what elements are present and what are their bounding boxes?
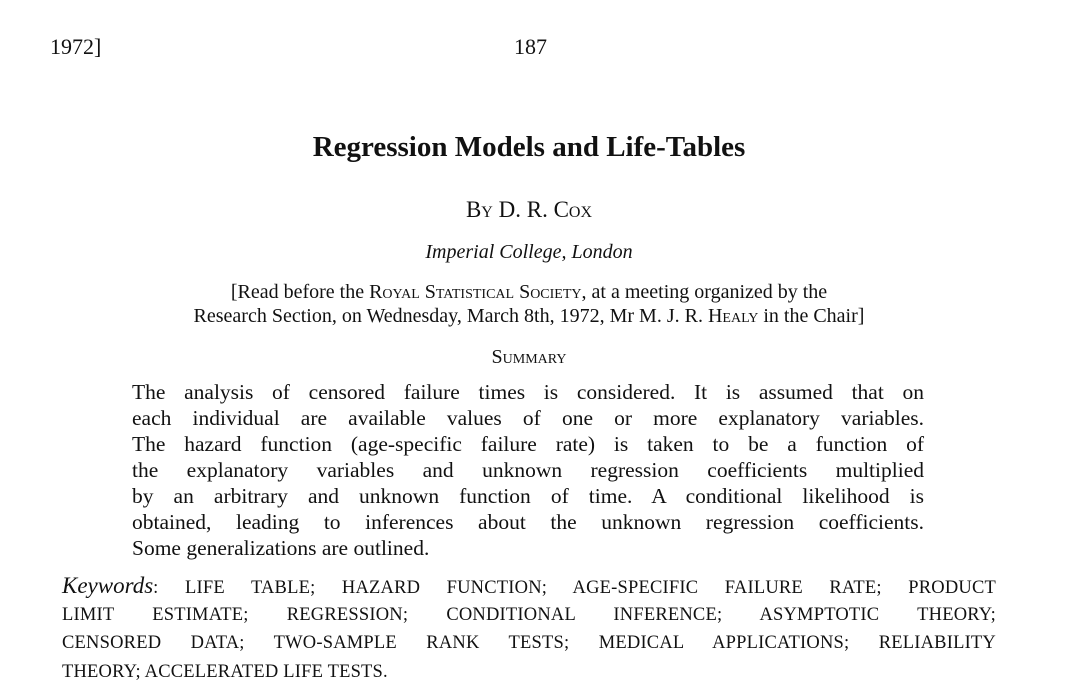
summary-line: Some generalizations are outlined. (132, 536, 430, 560)
read-note (0, 280, 1058, 328)
summary-line: The hazard function (age-specific failure rate) is taken to be a function of (132, 432, 924, 456)
keywords-label: Keywords (62, 573, 154, 598)
byline-prefix: By (465, 197, 493, 222)
read-note-line-1 (0, 280, 1058, 304)
society-name: Royal Statistical Society (369, 281, 582, 303)
keywords-line: THEORY; ACCELERATED LIFE TESTS. (62, 661, 388, 682)
page-number: 187 (514, 34, 547, 59)
journal-year: 1972] (50, 34, 102, 59)
keywords (62, 572, 996, 686)
read-note-text: in the Chair] (758, 305, 865, 327)
author-name: D. R. Cox (498, 197, 593, 222)
summary-line: each individual are available values of one or more explanatory variables. (132, 406, 924, 430)
keywords-line: CENSORED DATA; TWO-SAMPLE RANK TESTS; MEDICAL APPLICATIONS; RELIABILITY (62, 633, 996, 653)
summary-heading: Summary (491, 346, 567, 368)
byline (0, 197, 1058, 223)
paper-title: Regression Models and Life-Tables (312, 131, 746, 163)
keywords-line (62, 572, 996, 601)
affiliation: Imperial College, London (425, 241, 633, 263)
read-note-text: Research Section, on Wednesday, March 8th, 1972, Mr M. J. R. (193, 305, 708, 327)
summary-body (132, 379, 924, 561)
read-note-line-2 (0, 304, 1058, 328)
read-note-text: [Read before the (230, 281, 370, 303)
chair-name: Healy (707, 305, 759, 327)
read-note-text: , at a meeting organized by the (581, 281, 828, 303)
keywords-text: : LIFE TABLE; HAZARD FUNCTION; AGE-SPECIFIC FAILURE RATE; PRODUCT (153, 578, 996, 598)
keywords-line: LIMIT ESTIMATE; REGRESSION; CONDITIONAL INFERENCE; ASYMPTOTIC THEORY; (62, 604, 996, 625)
summary-line: obtained, leading to inferences about the unknown regression coefficients. (132, 510, 924, 534)
summary-line: by an arbitrary and unknown function of time. A conditional likelihood is (132, 484, 924, 508)
summary-line: the explanatory variables and unknown regression coefficients multiplied (132, 458, 924, 482)
summary-line: The analysis of censored failure times is considered. It is assumed that on (132, 380, 924, 404)
